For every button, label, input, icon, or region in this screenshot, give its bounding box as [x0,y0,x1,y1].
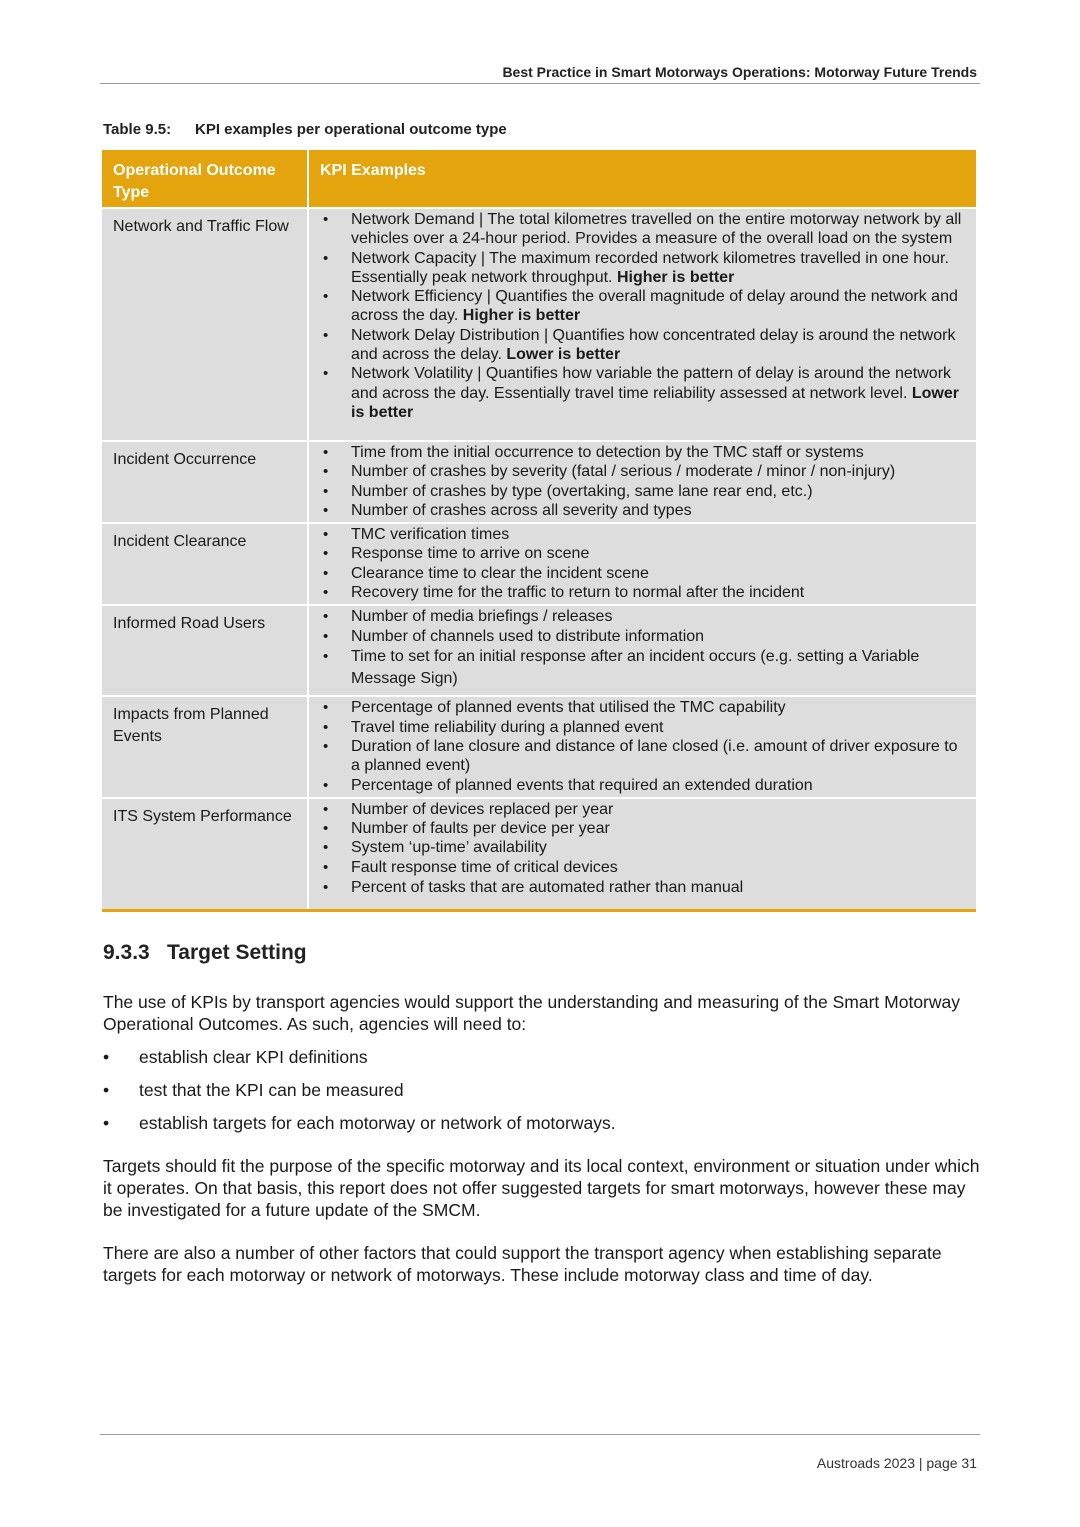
kpi-list [317,607,968,690]
kpi-direction-note: Higher is better [616,268,735,286]
header-kpi-examples: KPI Examples [308,150,976,208]
kpi-item [317,482,968,501]
kpi-direction-note: Lower is better [351,384,959,421]
kpi-item [317,583,968,602]
kpi-item-text: Network Delay Distribution | Quantifies how concentrated delay is around the network and across the delay. [351,326,956,364]
action-list [103,1046,616,1145]
kpi-item [317,607,968,626]
table-number: Table 9.5: [103,121,172,138]
kpi-item-text: Number of devices replaced per year [351,800,614,818]
kpi-list [317,525,968,602]
kpi-examples-cell [308,798,976,911]
outcome-type-cell: Network and Traffic Flow [102,208,308,441]
section-number: 9.3.3 [103,941,150,964]
kpi-item-text: Clearance time to clear the incident scene [351,564,649,582]
kpi-item-text: Number of crashes by severity (fatal / serious / moderate / minor / non-injury) [351,463,896,481]
running-header: Best Practice in Smart Motorways Operations: Motorway Future Trends [502,64,977,80]
kpi-examples-cell [308,523,976,605]
page-footer: Austroads 2023 | page 31 [816,1455,977,1471]
kpi-item-text: Network Capacity | The maximum recorded network kilometres travelled in one hour. Essentially peak network throughput. [351,249,949,286]
kpi-item [317,737,968,776]
kpi-table [102,150,976,912]
kpi-item-text: Response time to arrive on scene [351,545,590,563]
table-row [102,696,976,797]
table-row [102,208,976,441]
kpi-item-text: Network Demand | The total kilometres travelled on the entire motorway network by all vehicles over a 24-hour period. Provides a measure of the overall load on the system [351,211,962,248]
kpi-item-text: Travel time reliability during a planned event [351,718,664,736]
outcome-type-cell: ITS System Performance [102,798,308,911]
kpi-examples-cell [308,696,976,797]
outcome-type-cell: Impacts from Planned Events [102,696,308,797]
table-header-row [102,150,976,208]
kpi-examples-cell [308,208,976,441]
kpi-item [317,443,968,462]
table-row [102,441,976,523]
list-item: • test that the KPI can be measured [103,1079,616,1112]
kpi-item-text: Network Volatility | Quantifies how variable the pattern of delay is around the network and across the day. Essentially travel time reliability assessed at network level. [351,365,952,402]
list-item: • establish targets for each motorway or network of motorways. [103,1112,616,1145]
table-row [102,605,976,696]
kpi-item-text: Number of channels used to distribute information [351,627,705,645]
kpi-item-text: Number of crashes across all severity and types [351,501,692,519]
kpi-item [317,364,968,422]
kpi-item-text: TMC verification times [351,526,510,544]
kpi-item [317,819,968,838]
kpi-item-text: Duration of lane closure and distance of lane closed (i.e. amount of driver exposure to a planned event) [351,737,958,775]
outcome-type-cell: Incident Occurrence [102,441,308,523]
kpi-item [317,776,968,795]
kpi-list [317,443,968,520]
section-heading [103,941,307,965]
table-row [102,798,976,911]
kpi-examples-cell [308,441,976,523]
kpi-item [317,838,968,857]
kpi-item-text: Percentage of planned events that utilised the TMC capability [351,699,786,717]
table-body [102,208,976,911]
table-row [102,523,976,605]
kpi-direction-note: Higher is better [462,307,581,325]
kpi-item-text: Number of crashes by type (overtaking, same lane rear end, etc.) [351,482,813,500]
kpi-item-text: Network Efficiency | Quantifies the overall magnitude of delay around the network and across the day. [351,288,958,325]
outcome-type-cell: Informed Road Users [102,605,308,696]
intro-paragraph: The use of KPIs by transport agencies would support the understanding and measuring of the Smart Motorway Operational Outcomes. As such, agencies will need to: [103,992,961,1034]
kpi-item [317,627,968,646]
list-item: • establish clear KPI definitions [103,1046,616,1079]
kpi-item-text: Percentage of planned events that required an extended duration [351,776,813,794]
kpi-item-text: Time to set for an initial response after an incident occurs (e.g. setting a Variable Message Sign) [351,647,920,687]
kpi-item [317,462,968,481]
kpi-item [317,501,968,520]
kpi-item [317,210,968,249]
kpi-item [317,800,968,819]
kpi-list [317,698,968,794]
kpi-list [317,800,968,899]
kpi-item-text: Number of media briefings / releases [351,608,613,626]
header-divider [100,83,980,84]
kpi-item-text: Recovery time for the traffic to return to normal after the incident [351,584,805,602]
kpi-item [317,525,968,544]
kpi-item [317,249,968,288]
section-title: Target Setting [167,941,307,964]
kpi-direction-note: Lower is better [506,346,621,364]
kpi-item-text: System ‘up-time’ availability [351,839,547,857]
kpi-list [317,210,968,422]
kpi-examples-cell [308,605,976,696]
table-caption [103,121,507,138]
kpi-item [317,326,968,365]
kpi-item [317,287,968,326]
factors-paragraph: There are also a number of other factors that could support the transport agency when establishing separate targets for each motorway or network of motorways. These include motorway class and time of day. [103,1243,942,1285]
outcome-type-cell: Incident Clearance [102,523,308,605]
targets-paragraph: Targets should fit the purpose of the specific motorway and its local context, environment or situation under which it operates. On that basis, this report does not offer suggested targets for smart motorways, however these may be investigated for a future update of the SMCM. [103,1156,980,1220]
kpi-item [317,858,968,877]
kpi-item [317,718,968,737]
kpi-item [317,646,968,690]
kpi-item-text: Number of faults per device per year [351,820,610,838]
footer-divider [100,1434,980,1435]
kpi-item [317,877,968,899]
kpi-item-text: Time from the initial occurrence to detection by the TMC staff or systems [351,444,864,461]
kpi-item-text: Percent of tasks that are automated rather than manual [351,879,744,897]
kpi-item-text: Fault response time of critical devices [351,858,618,876]
table-title: KPI examples per operational outcome type [195,121,507,138]
kpi-item [317,544,968,563]
kpi-item [317,698,968,717]
kpi-item [317,564,968,583]
header-outcome-type: Operational Outcome Type [102,150,308,208]
